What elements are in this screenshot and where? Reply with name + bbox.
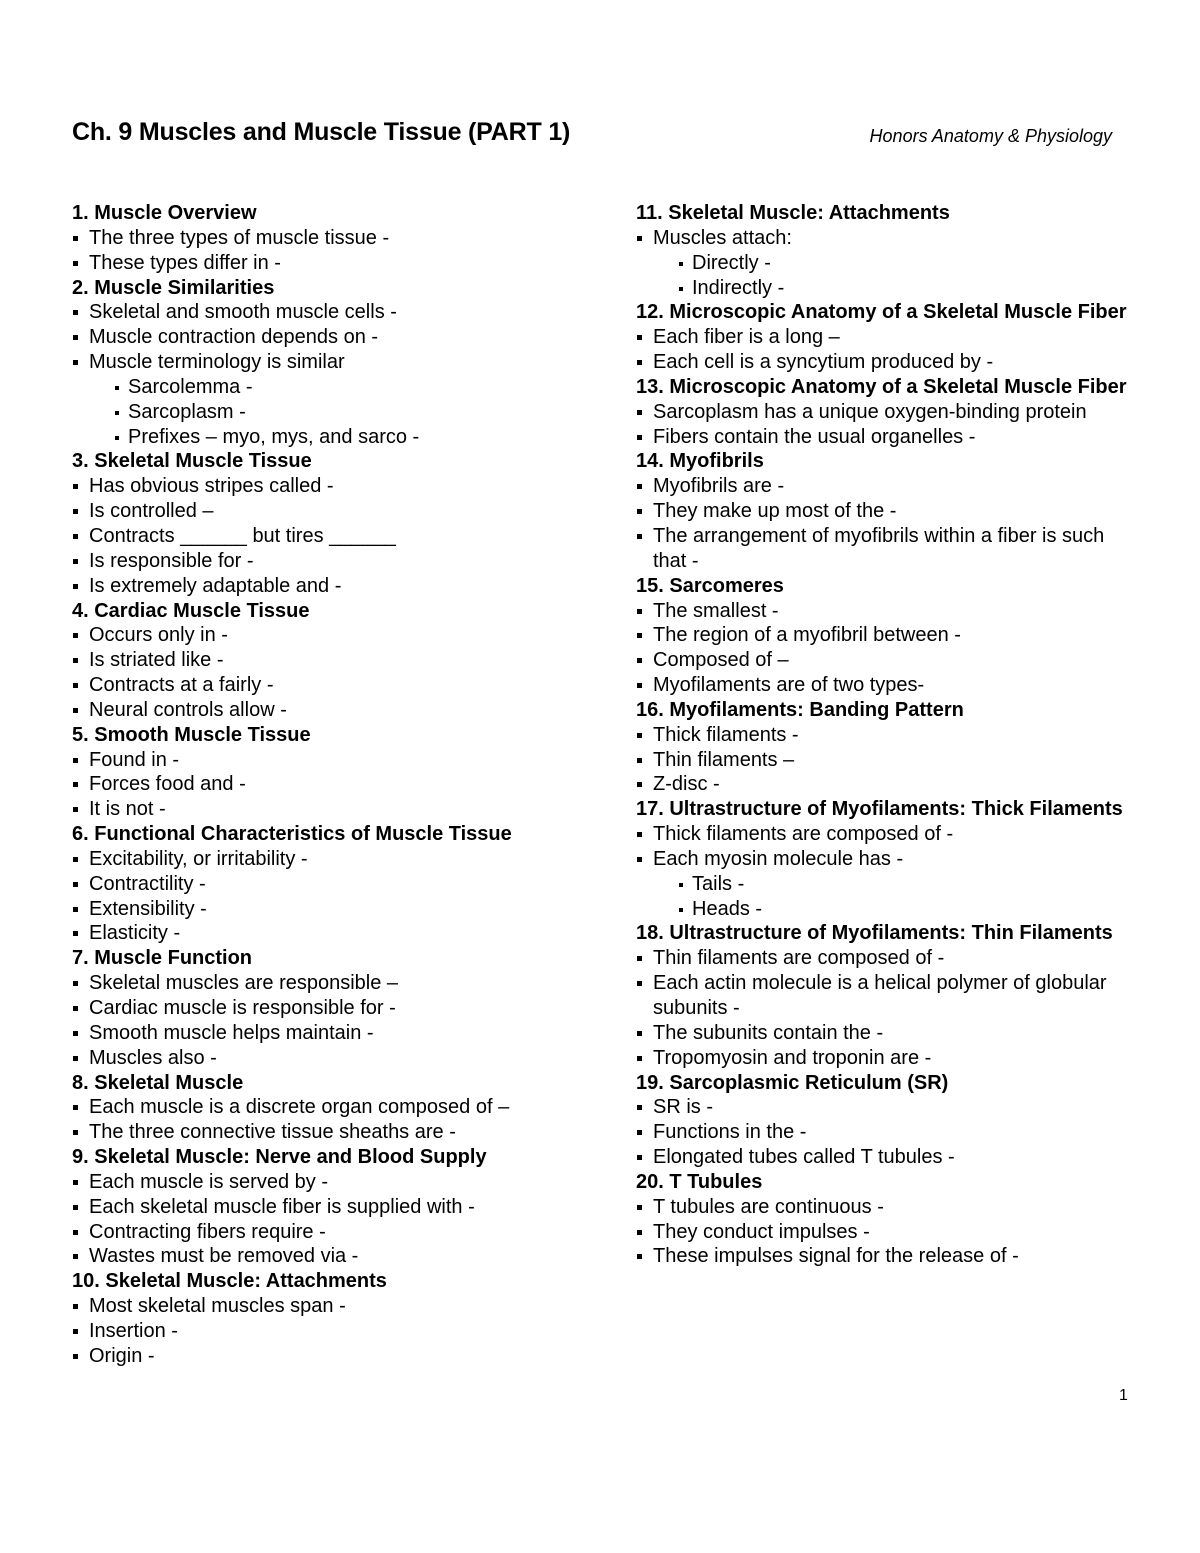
bullet-item: They make up most of the - <box>636 499 1136 524</box>
bullet-item: Muscles also - <box>72 1046 572 1071</box>
bullet-item: The region of a myofibril between - <box>636 623 1136 648</box>
section-heading: 10. Skeletal Muscle: Attachments <box>72 1270 387 1293</box>
bullet-item: Muscle contraction depends on - <box>72 325 572 350</box>
left-column <box>72 201 572 1369</box>
bullet-item: Fibers contain the usual organelles - <box>636 425 1136 450</box>
bullet-item: Cardiac muscle is responsible for - <box>72 996 572 1021</box>
bullet-item: The three types of muscle tissue - <box>72 226 572 251</box>
bullet-item: Elasticity - <box>72 921 572 946</box>
bullet-item: Elongated tubes called T tubules - <box>636 1145 1136 1170</box>
bullet-item: Extensibility - <box>72 897 572 922</box>
bullet-item: Has obvious stripes called - <box>72 474 572 499</box>
section-heading: 6. Functional Characteristics of Muscle Tissue <box>72 823 512 846</box>
bullet-item: They conduct impulses - <box>636 1220 1136 1245</box>
bullet-item: Myofibrils are - <box>636 474 1136 499</box>
section-heading: 1. Muscle Overview <box>72 202 257 224</box>
bullet-item: The subunits contain the - <box>636 1021 1136 1046</box>
bullet-item: Tropomyosin and troponin are - <box>636 1046 1136 1071</box>
section-heading: 3. Skeletal Muscle Tissue <box>72 450 312 473</box>
bullet-item: Each muscle is a discrete organ composed of – <box>72 1095 572 1120</box>
section-heading: 9. Skeletal Muscle: Nerve and Blood Supply <box>72 1146 487 1169</box>
bullet-item: Insertion - <box>72 1319 572 1344</box>
document-title: Ch. 9 Muscles and Muscle Tissue (PART 1) <box>72 118 571 146</box>
bullet-item: Sarcoplasm has a unique oxygen-binding protein <box>636 400 1136 425</box>
sub-bullet-item: Tails - <box>636 872 1136 897</box>
bullet-item: Myofilaments are of two types- <box>636 673 1136 698</box>
bullet-item: Skeletal and smooth muscle cells - <box>72 300 572 325</box>
bullet-item: Contractility - <box>72 872 572 897</box>
bullet-item: Is controlled – <box>72 499 572 524</box>
bullet-item: SR is - <box>636 1095 1136 1120</box>
bullet-item: Each muscle is served by - <box>72 1170 572 1195</box>
sub-bullet-item: Sarcolemma - <box>72 375 572 400</box>
page-number: 1 <box>1119 1387 1128 1404</box>
bullet-item: Muscles attach: <box>636 226 1136 251</box>
section-heading: 13. Microscopic Anatomy of a Skeletal Muscle Fiber <box>636 375 1127 398</box>
bullet-item: Contracts ______ but tires ______ <box>72 524 572 549</box>
bullet-item: Found in - <box>72 748 572 773</box>
bullet-item: Forces food and - <box>72 772 572 797</box>
bullet-item: Each myosin molecule has - <box>636 847 1136 872</box>
bullet-item: Contracts at a fairly - <box>72 673 572 698</box>
bullet-item: Contracting fibers require - <box>72 1220 572 1245</box>
section-heading: 14. Myofibrils <box>636 450 764 473</box>
bullet-item: Occurs only in - <box>72 623 572 648</box>
sub-bullet-item: Directly - <box>636 251 1136 276</box>
section-heading: 15. Sarcomeres <box>636 574 784 597</box>
bullet-item: Thin filaments are composed of - <box>636 946 1136 971</box>
bullet-item: Origin - <box>72 1344 572 1369</box>
bullet-item: Most skeletal muscles span - <box>72 1294 572 1319</box>
section-heading: 4. Cardiac Muscle Tissue <box>72 599 310 622</box>
section-heading: 17. Ultrastructure of Myofilaments: Thick Filaments <box>636 798 1123 821</box>
bullet-item: Muscle terminology is similar <box>72 350 572 375</box>
bullet-item: Each actin molecule is a helical polymer of globular subunits - <box>636 971 1136 1021</box>
bullet-item: Each cell is a syncytium produced by - <box>636 350 1136 375</box>
section-heading: 11. Skeletal Muscle: Attachments <box>636 202 950 224</box>
bullet-item: Thin filaments – <box>636 748 1136 773</box>
section-heading: 2. Muscle Similarities <box>72 276 275 299</box>
section-heading: 20. T Tubules <box>636 1170 763 1193</box>
bullet-item: The three connective tissue sheaths are - <box>72 1120 572 1145</box>
bullet-item: It is not - <box>72 797 572 822</box>
sub-bullet-item: Prefixes – myo, mys, and sarco - <box>72 425 572 450</box>
bullet-item: Z-disc - <box>636 772 1136 797</box>
bullet-item: Each fiber is a long – <box>636 325 1136 350</box>
bullet-item: Is responsible for - <box>72 549 572 574</box>
right-column <box>636 201 1136 1269</box>
bullet-item: Wastes must be removed via - <box>72 1244 572 1269</box>
bullet-item: Smooth muscle helps maintain - <box>72 1021 572 1046</box>
course-name: Honors Anatomy & Physiology <box>869 126 1112 146</box>
bullet-item: Skeletal muscles are responsible – <box>72 971 572 996</box>
section-heading: 16. Myofilaments: Banding Pattern <box>636 698 964 721</box>
bullet-item: The smallest - <box>636 599 1136 624</box>
section-heading: 18. Ultrastructure of Myofilaments: Thin Filaments <box>636 922 1113 945</box>
section-heading: 19. Sarcoplasmic Reticulum (SR) <box>636 1071 949 1094</box>
bullet-item: Is striated like - <box>72 648 572 673</box>
bullet-item: These impulses signal for the release of - <box>636 1244 1136 1269</box>
bullet-item: T tubules are continuous - <box>636 1195 1136 1220</box>
section-heading: 8. Skeletal Muscle <box>72 1071 244 1094</box>
bullet-item: The arrangement of myofibrils within a fiber is such that - <box>636 524 1136 574</box>
bullet-item: Neural controls allow - <box>72 698 572 723</box>
section-heading: 5. Smooth Muscle Tissue <box>72 723 311 746</box>
section-heading: 7. Muscle Function <box>72 947 253 970</box>
bullet-item: Excitability, or irritability - <box>72 847 572 872</box>
bullet-item: Each skeletal muscle fiber is supplied with - <box>72 1195 572 1220</box>
bullet-item: Composed of – <box>636 648 1136 673</box>
bullet-item: These types differ in - <box>72 251 572 276</box>
section-heading: 12. Microscopic Anatomy of a Skeletal Muscle Fiber <box>636 301 1127 324</box>
sub-bullet-item: Heads - <box>636 897 1136 922</box>
bullet-item: Thick filaments - <box>636 723 1136 748</box>
bullet-item: Thick filaments are composed of - <box>636 822 1136 847</box>
sub-bullet-item: Sarcoplasm - <box>72 400 572 425</box>
sub-bullet-item: Indirectly - <box>636 276 1136 301</box>
bullet-item: Functions in the - <box>636 1120 1136 1145</box>
bullet-item: Is extremely adaptable and - <box>72 574 572 599</box>
